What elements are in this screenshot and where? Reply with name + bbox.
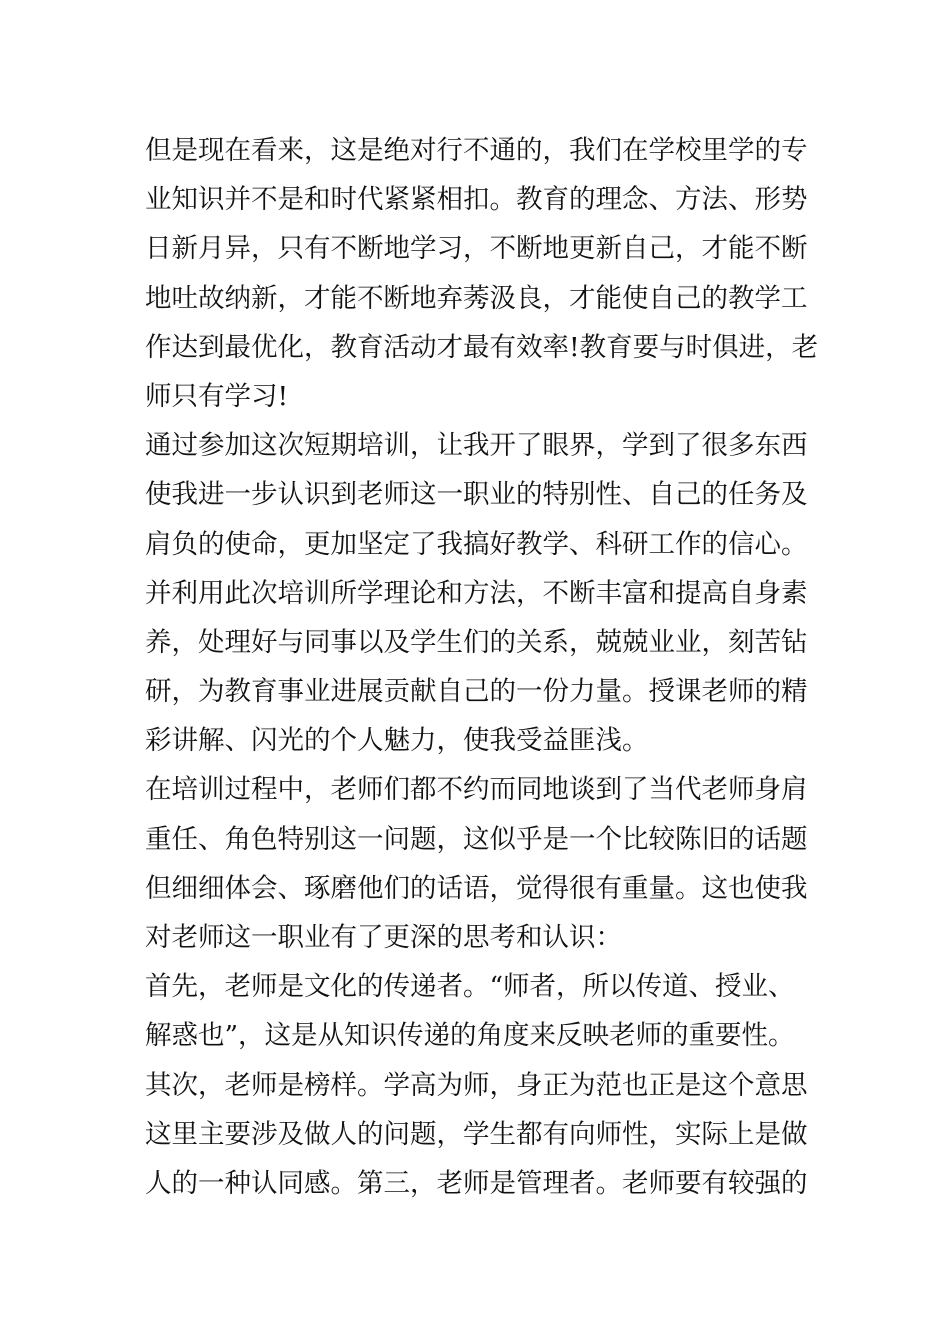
text-line: 其次，老师是榜样。学高为师，身正为范也正是这个意思 bbox=[145, 1069, 808, 1101]
text-line: 研，为教育事业进展贡献自己的一份力量。授课老师的精 bbox=[145, 676, 808, 708]
body-text bbox=[145, 126, 819, 1208]
text-line: 对老师这一职业有了更深的思考和认识： bbox=[145, 922, 622, 953]
text-line: 肩负的使命，更加坚定了我搞好教学、科研工作的信心。 bbox=[145, 528, 808, 560]
text-line: 日新月异，只有不断地学习，不断地更新自己，才能不断 bbox=[145, 233, 808, 265]
text-line: 但细细体会、琢磨他们的话语，觉得很有重量。这也使我 bbox=[145, 872, 808, 904]
text-line: 但是现在看来，这是绝对行不通的，我们在学校里学的专 bbox=[145, 135, 808, 166]
text-line: 师只有学习! bbox=[145, 380, 289, 412]
text-line: 业知识并不是和时代紧紧相扣。教育的理念、方法、形势 bbox=[145, 184, 808, 216]
text-line: 作达到最优化，教育活动才最有效率!教育要与时俱进，老 bbox=[145, 331, 819, 363]
text-line: 首先，老师是文化的传递者。“师者，所以传道、授业、 bbox=[145, 971, 795, 1003]
text-line: 彩讲解、闪光的个人魅力，使我受益匪浅。 bbox=[145, 725, 649, 757]
text-line: 解惑也”，这是从知识传递的角度来反映老师的重要性。 bbox=[145, 1020, 795, 1052]
text-line: 使我进一步认识到老师这一职业的特别性、自己的任务及 bbox=[145, 479, 808, 511]
text-line: 通过参加这次短期培训，让我开了眼界，学到了很多东西 bbox=[145, 430, 808, 462]
text-line: 人的一种认同感。第三，老师是管理者。老师要有较强的 bbox=[145, 1167, 808, 1199]
text-line: 地吐故纳新，才能不断地弃莠汲良，才能使自己的教学工 bbox=[145, 282, 808, 314]
text-line: 并利用此次培训所学理论和方法，不断丰富和提高自身素 bbox=[145, 577, 808, 609]
text-line: 养，处理好与同事以及学生们的关系，兢兢业业，刻苦钻 bbox=[145, 626, 808, 658]
text-line: 在培训过程中，老师们都不约而同地谈到了当代老师身肩 bbox=[145, 774, 808, 806]
text-line: 重任、角色特别这一问题，这似乎是一个比较陈旧的话题 bbox=[145, 823, 808, 855]
text-line: 这里主要涉及做人的问题，学生都有向师性，实际上是做 bbox=[145, 1118, 808, 1150]
